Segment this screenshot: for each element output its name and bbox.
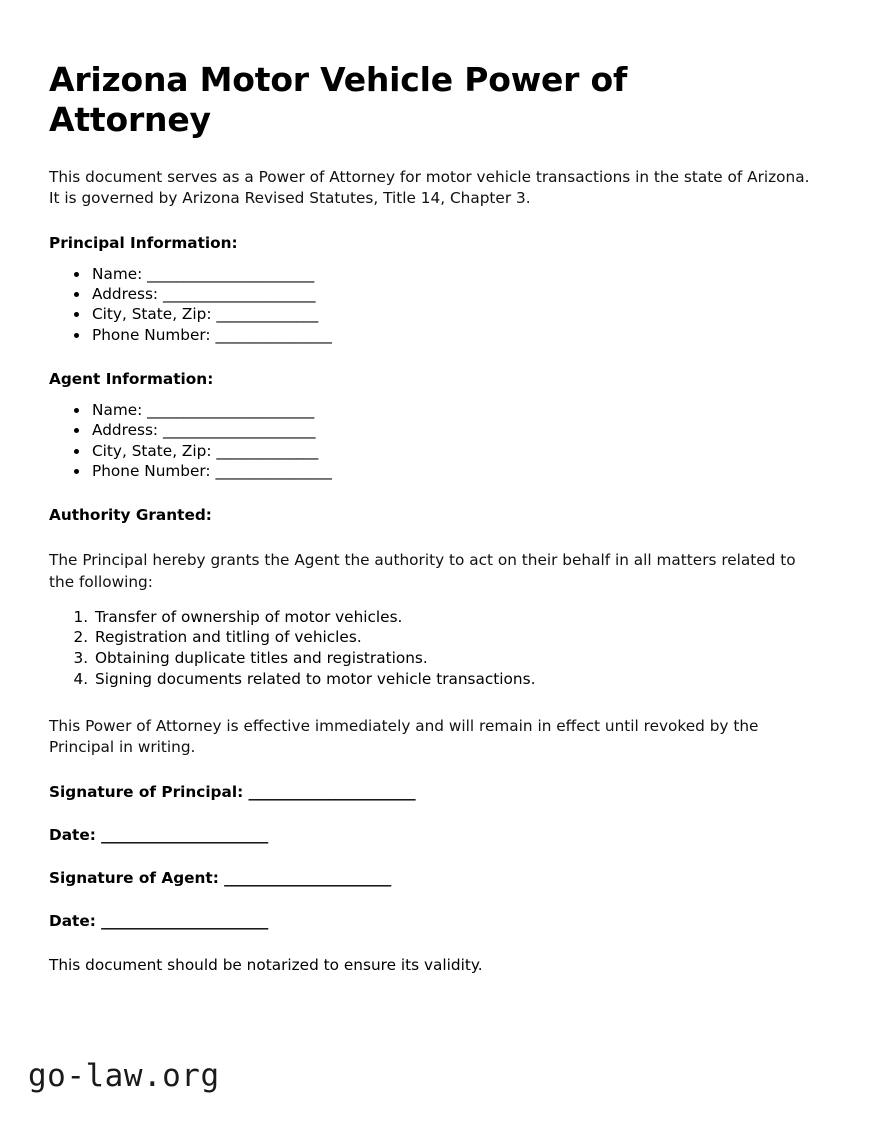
- date-agent-blank: _______________________: [101, 911, 268, 930]
- effective-statement-paragraph: This Power of Attorney is effective immediately and will remain in effect until revoked by the Principal in writing.: [49, 716, 759, 756]
- date-principal-line: [49, 826, 820, 844]
- agent-information-fields: [49, 400, 820, 481]
- list-item: [90, 400, 820, 420]
- notarization-note: This document should be notarized to ensure its validity.: [49, 955, 483, 974]
- principal-information-fields: [49, 264, 820, 345]
- field-label: Name:: [92, 264, 143, 283]
- list-item: [90, 325, 820, 345]
- signature-agent-label: Signature of Agent:: [49, 868, 219, 887]
- field-blank: _____________________: [162, 421, 316, 440]
- page-title: Arizona Motor Vehicle Power of Attorney: [49, 60, 628, 140]
- field-blank: _______________________: [147, 264, 314, 283]
- authority-granted-list: [49, 607, 820, 690]
- field-blank: ______________: [216, 441, 318, 460]
- list-item: 4. Signing documents related to motor vehicle transactions.: [93, 669, 820, 690]
- signature-agent-line: [49, 869, 820, 887]
- intro-paragraph: This document serves as a Power of Attorney for motor vehicle transactions in the state of Arizona. It is governed by Arizona Revised Statutes, Title 14, Chapter 3.: [49, 167, 810, 207]
- field-label: Phone Number:: [92, 325, 211, 344]
- field-label: Address:: [92, 421, 159, 440]
- field-label: City, State, Zip:: [92, 305, 212, 324]
- list-item: [90, 284, 820, 304]
- field-blank: _______________________: [147, 401, 314, 420]
- list-item: [90, 264, 820, 284]
- signature-principal-line: [49, 783, 820, 801]
- principal-information-heading: Principal Information:: [49, 233, 238, 252]
- list-item: [90, 461, 820, 481]
- date-principal-blank: _______________________: [101, 825, 268, 844]
- field-label: Phone Number:: [92, 462, 211, 481]
- date-agent-line: [49, 912, 820, 930]
- list-item: [90, 420, 820, 440]
- field-blank: ______________: [216, 305, 318, 324]
- list-item: 1. Transfer of ownership of motor vehicles.: [93, 607, 820, 628]
- list-item: [90, 441, 820, 461]
- field-blank: ________________: [215, 325, 332, 344]
- date-agent-label: Date:: [49, 911, 96, 930]
- date-principal-label: Date:: [49, 825, 96, 844]
- authority-intro-paragraph: The Principal hereby grants the Agent the authority to act on their behalf in all matters related to the following:: [49, 551, 796, 591]
- list-item: [90, 304, 820, 324]
- signature-principal-label: Signature of Principal:: [49, 782, 244, 801]
- list-item: 3. Obtaining duplicate titles and registrations.: [93, 648, 820, 669]
- list-item: 2. Registration and titling of vehicles.: [93, 627, 820, 648]
- authority-granted-heading: Authority Granted:: [49, 506, 212, 525]
- field-label: Address:: [92, 285, 159, 304]
- site-watermark: go-law.org: [28, 1058, 220, 1094]
- field-label: City, State, Zip:: [92, 441, 212, 460]
- agent-information-heading: Agent Information:: [49, 370, 214, 389]
- signature-agent-blank: _______________________: [224, 868, 391, 887]
- field-blank: ________________: [215, 462, 332, 481]
- field-blank: _____________________: [162, 285, 316, 304]
- field-label: Name:: [92, 401, 143, 420]
- signature-principal-blank: _______________________: [248, 782, 416, 801]
